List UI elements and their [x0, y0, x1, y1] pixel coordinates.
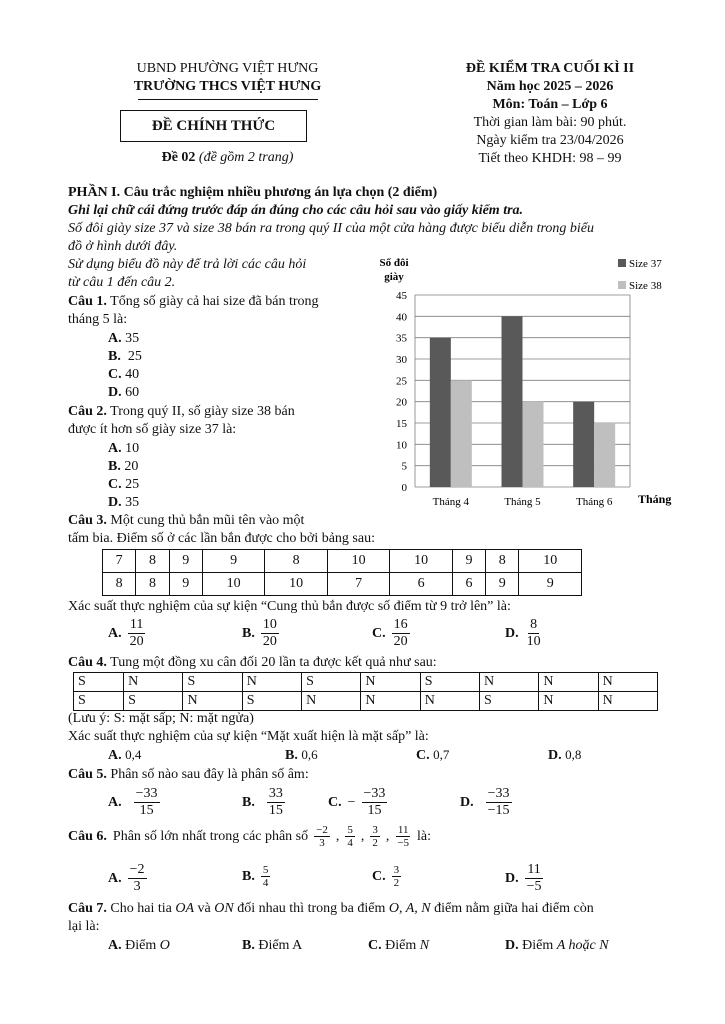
q3-text-1: [68, 513, 304, 529]
q3-option-d: [505, 617, 543, 650]
intro-line-1: Số đôi giày size 37 và size 38 bán ra trong quý II của một cửa hàng được biểu diễn trong biểu: [68, 221, 595, 236]
numerator: −33: [135, 786, 158, 801]
y-axis-title: giày: [384, 271, 404, 283]
q6-text: Câu 6. Phân số lớn nhất trong các phân số $\frac{-2}{3}$ , $\frac{5}{4}$ , $\frac{3}{2}$ , $\frac{11}{-5}$ là:: [68, 824, 432, 849]
q6-stem: Phân số lớn nhất trong các phân số: [112, 828, 309, 844]
denominator: 15: [139, 803, 154, 818]
score-cell: 8: [136, 573, 169, 596]
option-value: 0,7: [433, 747, 450, 762]
score-cell: 10: [519, 550, 582, 573]
subject: Môn: Toán – Lớp 6: [492, 97, 608, 112]
q7-stem-3: điểm nằm giữa hai điểm còn: [434, 901, 594, 916]
option-value: 35: [125, 495, 140, 510]
q6-fraction: [395, 824, 411, 849]
option-letter: B.: [285, 748, 298, 763]
coin-cell: S: [242, 692, 301, 711]
y-tick-label: 25: [396, 375, 407, 388]
numerator: −2: [316, 824, 328, 836]
option-letter: C.: [372, 625, 386, 641]
option-fraction: [261, 617, 279, 650]
denominator: 3: [319, 837, 325, 849]
numerator: 3: [372, 824, 378, 836]
option-letter: C.: [328, 794, 342, 810]
option-value: 25: [127, 349, 142, 364]
bar: [594, 423, 615, 487]
point-names: O, A, N: [388, 901, 431, 916]
option-letter: D.: [548, 748, 562, 763]
option-letter: D.: [460, 794, 474, 810]
y-tick-label: 30: [396, 354, 407, 366]
option-fraction: [128, 862, 147, 895]
coin-cell: N: [242, 673, 301, 692]
option-value: 0,6: [301, 747, 318, 762]
score-cell: 8: [103, 573, 136, 596]
q6-option-a: [108, 862, 147, 895]
q3-option-b: [242, 617, 279, 650]
legend-swatch: [618, 281, 626, 289]
option-value: 0,8: [565, 747, 582, 762]
q2-label: Câu 2.: [68, 404, 107, 419]
option-fraction: [392, 864, 402, 889]
school-name: TRƯỜNG THCS VIỆT HƯNG: [133, 79, 322, 94]
official-box: ĐỀ CHÍNH THỨC: [120, 110, 307, 142]
option-text: Điểm A: [258, 938, 303, 953]
q4-question: Xác suất thực nghiệm của sự kiện “Mặt xuất hiện là mặt sấp” là:: [68, 729, 429, 744]
option-text: Điểm: [385, 938, 417, 953]
table-row: [103, 550, 582, 573]
q2-option: [108, 495, 139, 511]
q5-stem: Phân số nào sau đây là phân số âm:: [110, 767, 309, 782]
numerator: 16: [393, 617, 408, 632]
q7-option-d: [505, 938, 609, 954]
option-fraction: [134, 786, 160, 819]
q3-option-c: [372, 617, 410, 650]
numerator: 11: [129, 617, 144, 632]
option-value: 60: [125, 385, 140, 400]
denominator: 4: [347, 837, 353, 849]
denominator: 10: [526, 634, 541, 649]
q6-option-d: [505, 862, 544, 895]
coin-cell: S: [302, 673, 361, 692]
option-value: 25: [125, 477, 140, 492]
option-letter: A.: [108, 748, 122, 763]
coin-cell: S: [183, 673, 242, 692]
q4-text: [68, 655, 437, 671]
q2-text-2: được ít hơn số giày size 37 là:: [68, 422, 237, 437]
option-letter: D.: [505, 625, 519, 641]
coin-cell: S: [74, 692, 124, 711]
score-cell: 10: [390, 550, 452, 573]
score-cell: 9: [169, 550, 202, 573]
option-letter: C.: [108, 367, 122, 382]
q7-option-b: [242, 938, 302, 954]
denominator: 20: [262, 634, 277, 649]
q3-question: Xác suất thực nghiệm của sự kiện “Cung thủ bắn được số điểm từ 9 trở lên” là:: [68, 599, 511, 614]
y-axis-title: Số đôi: [379, 257, 409, 269]
score-cell: 7: [103, 550, 136, 573]
option-value: 20: [124, 459, 139, 474]
exam-code-line: [95, 150, 360, 166]
legend-swatch: [618, 259, 626, 267]
q6-label: Câu 6.: [68, 828, 107, 844]
q7-option-c: [368, 938, 429, 954]
numerator: 5: [262, 864, 269, 876]
denominator: 2: [372, 837, 378, 849]
option-letter: A.: [108, 331, 122, 346]
y-tick-label: 5: [401, 460, 407, 473]
score-cell: 9: [486, 573, 519, 596]
ward-name: UBND PHƯỜNG VIỆT HƯNG: [136, 61, 319, 76]
bar: [451, 380, 472, 487]
legend-label: Size 38: [629, 280, 662, 292]
coin-table: [73, 672, 658, 711]
numerator: 8: [530, 617, 538, 632]
numerator: 11: [527, 862, 541, 877]
bar: [502, 316, 523, 487]
option-letter: C.: [108, 477, 122, 492]
denominator: 2: [393, 877, 400, 889]
denominator: 15: [367, 803, 382, 818]
coin-cell: N: [480, 673, 539, 692]
coin-cell: N: [598, 673, 657, 692]
option-letter: B.: [108, 349, 121, 364]
school-year: Năm học 2025 – 2026: [486, 79, 614, 94]
q1-stem: Tổng số giày cả hai size đã bán trong: [110, 294, 319, 309]
option-prefix: −: [347, 794, 356, 810]
q3-stem: Một cung thủ bắn mũi tên vào một: [110, 513, 305, 528]
score-cell: 10: [265, 573, 327, 596]
q1-option: [108, 331, 139, 347]
option-letter: C.: [372, 868, 386, 884]
x-tick-label: Tháng 4: [432, 496, 470, 508]
q7-and: và: [197, 901, 211, 916]
q2-stem: Trong quý II, số giày size 38 bán: [110, 404, 295, 419]
q5-label: Câu 5.: [68, 767, 107, 782]
q4-label: Câu 4.: [68, 655, 107, 670]
lesson-number: Tiết theo KHDH: 98 – 99: [478, 151, 622, 166]
denominator: 15: [268, 803, 283, 818]
y-tick-label: 20: [396, 396, 407, 409]
bar: [523, 402, 544, 487]
ray-oa: OA: [175, 901, 195, 916]
q4-option-d: [548, 747, 581, 764]
coin-cell: S: [74, 673, 124, 692]
option-letter: B.: [242, 938, 255, 953]
exam-title: ĐỀ KIỂM TRA CUỐI KÌ II: [465, 61, 635, 76]
coin-cell: N: [539, 673, 598, 692]
score-cell: 9: [169, 573, 202, 596]
denominator: 4: [262, 877, 269, 889]
q1-option: [108, 385, 139, 401]
x-tick-label: Tháng 6: [575, 496, 613, 508]
q5-option-c: [328, 786, 387, 819]
q6-fraction: [345, 824, 355, 849]
use-line-1: Sử dụng biểu đồ này để trả lời các câu hỏi: [68, 257, 307, 272]
numerator: −2: [129, 862, 145, 877]
option-text: Điểm: [125, 938, 157, 953]
option-value: 35: [125, 331, 140, 346]
q3-text-2: tấm bia. Điểm số ở các lần bắn được cho bởi bảng sau:: [68, 531, 375, 546]
score-cell: 6: [390, 573, 452, 596]
option-letter: D.: [505, 870, 519, 886]
option-letter: D.: [108, 385, 122, 400]
score-cell: 10: [202, 573, 264, 596]
q7-option-a: [108, 938, 170, 954]
option-value: 40: [125, 367, 140, 382]
score-cell: 10: [327, 550, 389, 573]
coin-cell: S: [420, 673, 479, 692]
numerator: 5: [347, 824, 353, 836]
option-letter: D.: [505, 938, 519, 953]
coin-cell: N: [420, 692, 479, 711]
q6-suffix: là:: [417, 828, 432, 844]
option-fraction: [392, 617, 410, 650]
option-letter: B.: [242, 794, 255, 810]
header-left: [95, 60, 360, 96]
option-value: 10: [125, 441, 140, 456]
q7-text-1: [68, 901, 594, 917]
option-fraction: [486, 786, 512, 819]
denominator: 20: [129, 634, 144, 649]
table-row: [74, 673, 658, 692]
y-tick-label: 45: [396, 290, 407, 302]
score-cell: 8: [136, 550, 169, 573]
q4-stem: Tung một đồng xu cân đối 20 lần ta được kết quả như sau:: [110, 655, 437, 670]
score-cell: 6: [452, 573, 485, 596]
coin-cell: N: [302, 692, 361, 711]
exam-code: Đề 02: [161, 150, 196, 165]
y-tick-label: 10: [396, 439, 407, 452]
header-right: [405, 60, 695, 168]
y-tick-label: 35: [396, 332, 407, 345]
legend-label: Size 37: [629, 258, 662, 270]
q6-option-b: [242, 864, 270, 889]
option-fraction: [362, 786, 388, 819]
q2-option: [108, 459, 138, 475]
option-letter: B.: [242, 625, 255, 641]
table-row: [74, 692, 658, 711]
q4-option-b: [285, 747, 318, 764]
coin-cell: S: [480, 692, 539, 711]
q2-text-1: [68, 404, 295, 420]
coin-cell: N: [124, 673, 183, 692]
ray-on: ON: [214, 901, 234, 916]
part1-instruction: Ghi lại chữ cái đứng trước đáp án đúng cho các câu hỏi sau vào giấy kiểm tra.: [68, 203, 524, 218]
q3-option-a: [108, 617, 146, 650]
bar: [430, 338, 451, 487]
q4-note: (Lưu ý: S: mặt sấp; N: mặt ngửa): [68, 711, 254, 726]
option-letter: D.: [108, 495, 122, 510]
part1-title: PHẦN I. Câu trắc nghiệm nhiều phương án lựa chọn (2 điểm): [68, 185, 438, 200]
header-rule: [138, 99, 318, 100]
x-tick-label: Tháng 5: [504, 496, 541, 508]
q1-label: Câu 1.: [68, 294, 107, 309]
numerator: 10: [262, 617, 277, 632]
numerator: 11: [397, 824, 409, 836]
q7-stem-2: đối nhau thì trong ba điểm: [237, 901, 386, 916]
coin-cell: N: [183, 692, 242, 711]
numerator: 33: [268, 786, 283, 801]
option-letter: C.: [368, 938, 382, 953]
table-row: [103, 573, 582, 596]
option-text: Điểm: [522, 938, 554, 953]
option-letter: A.: [108, 870, 122, 886]
option-letter: B.: [108, 459, 121, 474]
q5-option-d: [460, 786, 512, 819]
score-cell: 8: [265, 550, 327, 573]
numerator: −33: [487, 786, 510, 801]
denominator: −5: [526, 879, 542, 894]
q1-option: [108, 349, 142, 365]
q1-text-1: [68, 294, 319, 310]
denominator: 3: [133, 879, 141, 894]
q7-label: Câu 7.: [68, 901, 107, 916]
numerator: 3: [393, 864, 400, 876]
intro-line-2: đồ ở hình dưới đây.: [68, 239, 178, 254]
bar-chart: [360, 250, 690, 515]
option-letter: A.: [108, 794, 122, 810]
coin-cell: N: [361, 673, 420, 692]
option-value: 0,4: [125, 747, 142, 762]
page-count: (đề gồm 2 trang): [198, 150, 294, 165]
q7-stem: Cho hai tia: [110, 901, 172, 916]
option-letter: A.: [108, 625, 122, 641]
option-fraction: [261, 864, 271, 889]
q4-option-c: [416, 747, 449, 764]
option-var: O: [159, 938, 170, 953]
q3-label: Câu 3.: [68, 513, 107, 528]
option-fraction: [128, 617, 146, 650]
q2-option: [108, 477, 139, 493]
option-letter: A.: [108, 938, 122, 953]
option-var: A hoặc N: [556, 938, 609, 953]
q5-option-b: [242, 786, 285, 819]
q2-option: [108, 441, 139, 457]
use-line-2: từ câu 1 đến câu 2.: [68, 275, 176, 290]
q1-option: [108, 367, 139, 383]
option-fraction: [525, 617, 543, 650]
option-letter: A.: [108, 441, 122, 456]
score-cell: 8: [486, 550, 519, 573]
option-fraction: [525, 862, 544, 895]
y-tick-label: 0: [401, 482, 407, 494]
coin-cell: N: [598, 692, 657, 711]
q6-option-c: [372, 864, 401, 889]
denominator: 20: [393, 634, 408, 649]
score-cell: 7: [327, 573, 389, 596]
option-letter: B.: [242, 868, 255, 884]
option-var: N: [419, 938, 430, 953]
q6-fraction: [314, 824, 330, 849]
score-cell: 9: [519, 573, 582, 596]
coin-cell: N: [539, 692, 598, 711]
q5-option-a: [108, 786, 160, 819]
y-tick-label: 15: [396, 418, 407, 430]
q6-fraction: [370, 824, 380, 849]
numerator: −33: [363, 786, 386, 801]
denominator: −5: [397, 837, 410, 849]
q7-text-2: lại là:: [68, 919, 100, 934]
option-letter: C.: [416, 748, 430, 763]
coin-cell: N: [361, 692, 420, 711]
y-tick-label: 40: [396, 311, 407, 324]
q5-text: [68, 767, 309, 783]
x-axis-title: Tháng: [638, 492, 672, 506]
exam-date: Ngày kiểm tra 23/04/2026: [476, 133, 624, 148]
score-cell: 9: [452, 550, 485, 573]
denominator: −15: [487, 803, 510, 818]
q1-text-2: tháng 5 là:: [68, 312, 128, 327]
q4-option-a: [108, 747, 141, 764]
score-table: [102, 549, 582, 596]
option-fraction: [267, 786, 285, 819]
coin-cell: S: [124, 692, 183, 711]
bar: [573, 402, 594, 487]
score-cell: 9: [202, 550, 264, 573]
duration: Thời gian làm bài: 90 phút.: [473, 115, 627, 130]
